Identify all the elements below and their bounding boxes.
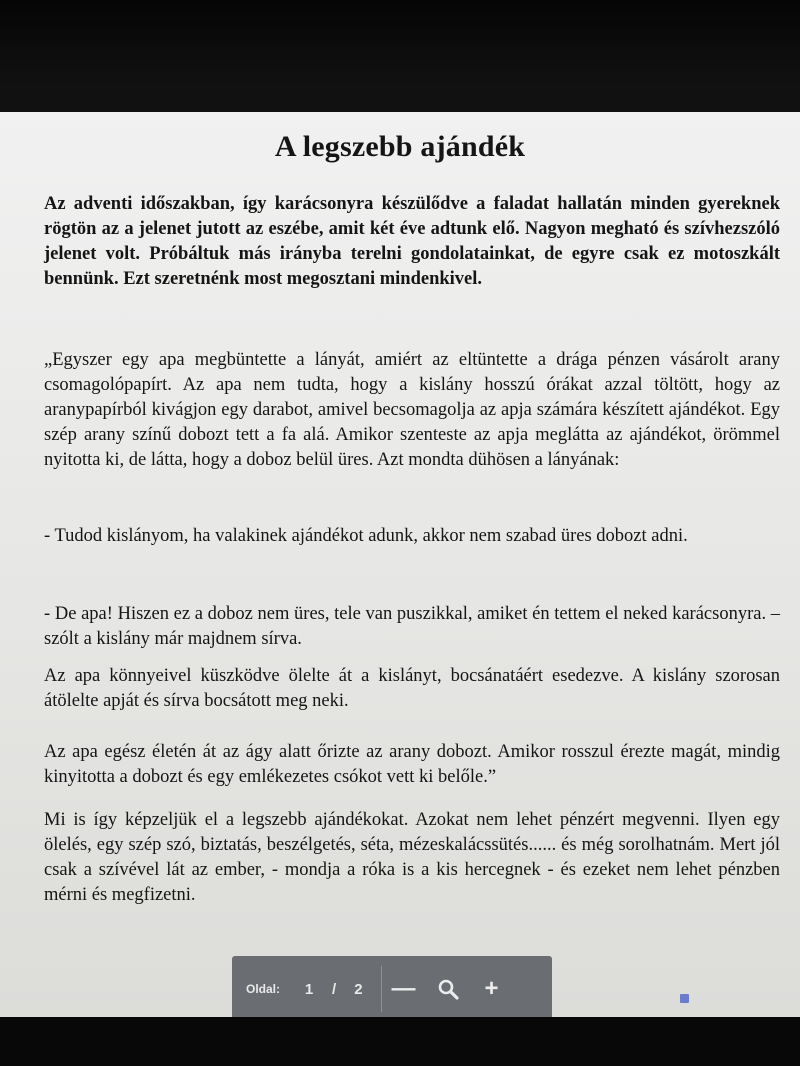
closing-paragraph: Mi is így képzeljük el a legszebb ajándékokat. Azokat nem lehet pénzért megvenni. Ilyen egy ölelés, egy szép szó, biztatás, beszélgetés, séta, mézeskalácssütés...... és még sorolhatnám. Mert jól csak a szívével lát az ember, - mondja a róka is a kis hercegnek - és ezeket nem lehet pénzben mérni és megfizetni. (44, 810, 780, 905)
magnifier-icon (437, 978, 459, 1000)
total-pages: 2 (354, 980, 363, 998)
pdf-viewer-toolbar (232, 956, 552, 1022)
intro-paragraph: Az adventi időszakban, így karácsonyra készülődve a faladat hallatán minden gyereknek rögtön az a jelenet jutott az eszébe, amit két éve adtunk elő. Nagyon megható és szívhezszóló jelenet volt. Próbáltuk más irányba terelni gondolatainkat, de egyre csak ez motoszkált bennünk. Ezt szeretnénk most megosztani mindenkivel. (44, 194, 780, 289)
current-page-input[interactable]: 1 (304, 980, 314, 998)
dialogue-paragraph-girl: - De apa! Hiszen ez a doboz nem üres, tele van puszikkal, amiket én tettem el neked karácsonyra. – szólt a kislány már majdnem sírva. (44, 604, 780, 649)
zoom-in-button[interactable]: + (484, 975, 499, 1002)
story-paragraph-embrace: Az apa könnyeivel küszködve ölelte át a kislányt, bocsánatáért esedezve. A kislány szorosan átölelte apját és sírva bocsátott meg neki. (44, 666, 780, 711)
document-title: A legszebb ajándék (274, 130, 526, 163)
screen-bottom-bezel (0, 1017, 800, 1066)
page-label: Oldal: (246, 982, 281, 996)
story-paragraph: „Egyszer egy apa megbüntette a lányát, amiért az eltüntette a drága pénzen vásárolt arany csomagolópapírt. Az apa nem tudta, hogy a kislány hosszú órákat azzal töltött, hogy az aranypapírból kivágjon egy darabot, amivel becsomagolja az apja számára készített ajándékot. Egy szép arany színű dobozt tett a fa alá. Amikor szenteste az apja meglátta az ajándékot, örömmel nyitotta ki, de látta, hogy a doboz belül üres. Azt mondta dühösen a lányának: (44, 350, 780, 470)
page-separator: / (332, 980, 337, 998)
indicator-icon (680, 994, 689, 1003)
zoom-out-button[interactable]: — (391, 975, 416, 1002)
dialogue-paragraph-father: - Tudod kislányom, ha valakinek ajándékot adunk, akkor nem szabad üres dobozt adni. (44, 526, 688, 546)
zoom-button[interactable] (426, 966, 470, 1012)
document-page (0, 112, 800, 1017)
story-paragraph-box: Az apa egész életén át az ágy alatt őrizte az arany dobozt. Amikor rosszul érezte magát, mindig kinyitotta a dobozt és egy emlékezetes csókot vett ki belőle.” (44, 742, 780, 787)
